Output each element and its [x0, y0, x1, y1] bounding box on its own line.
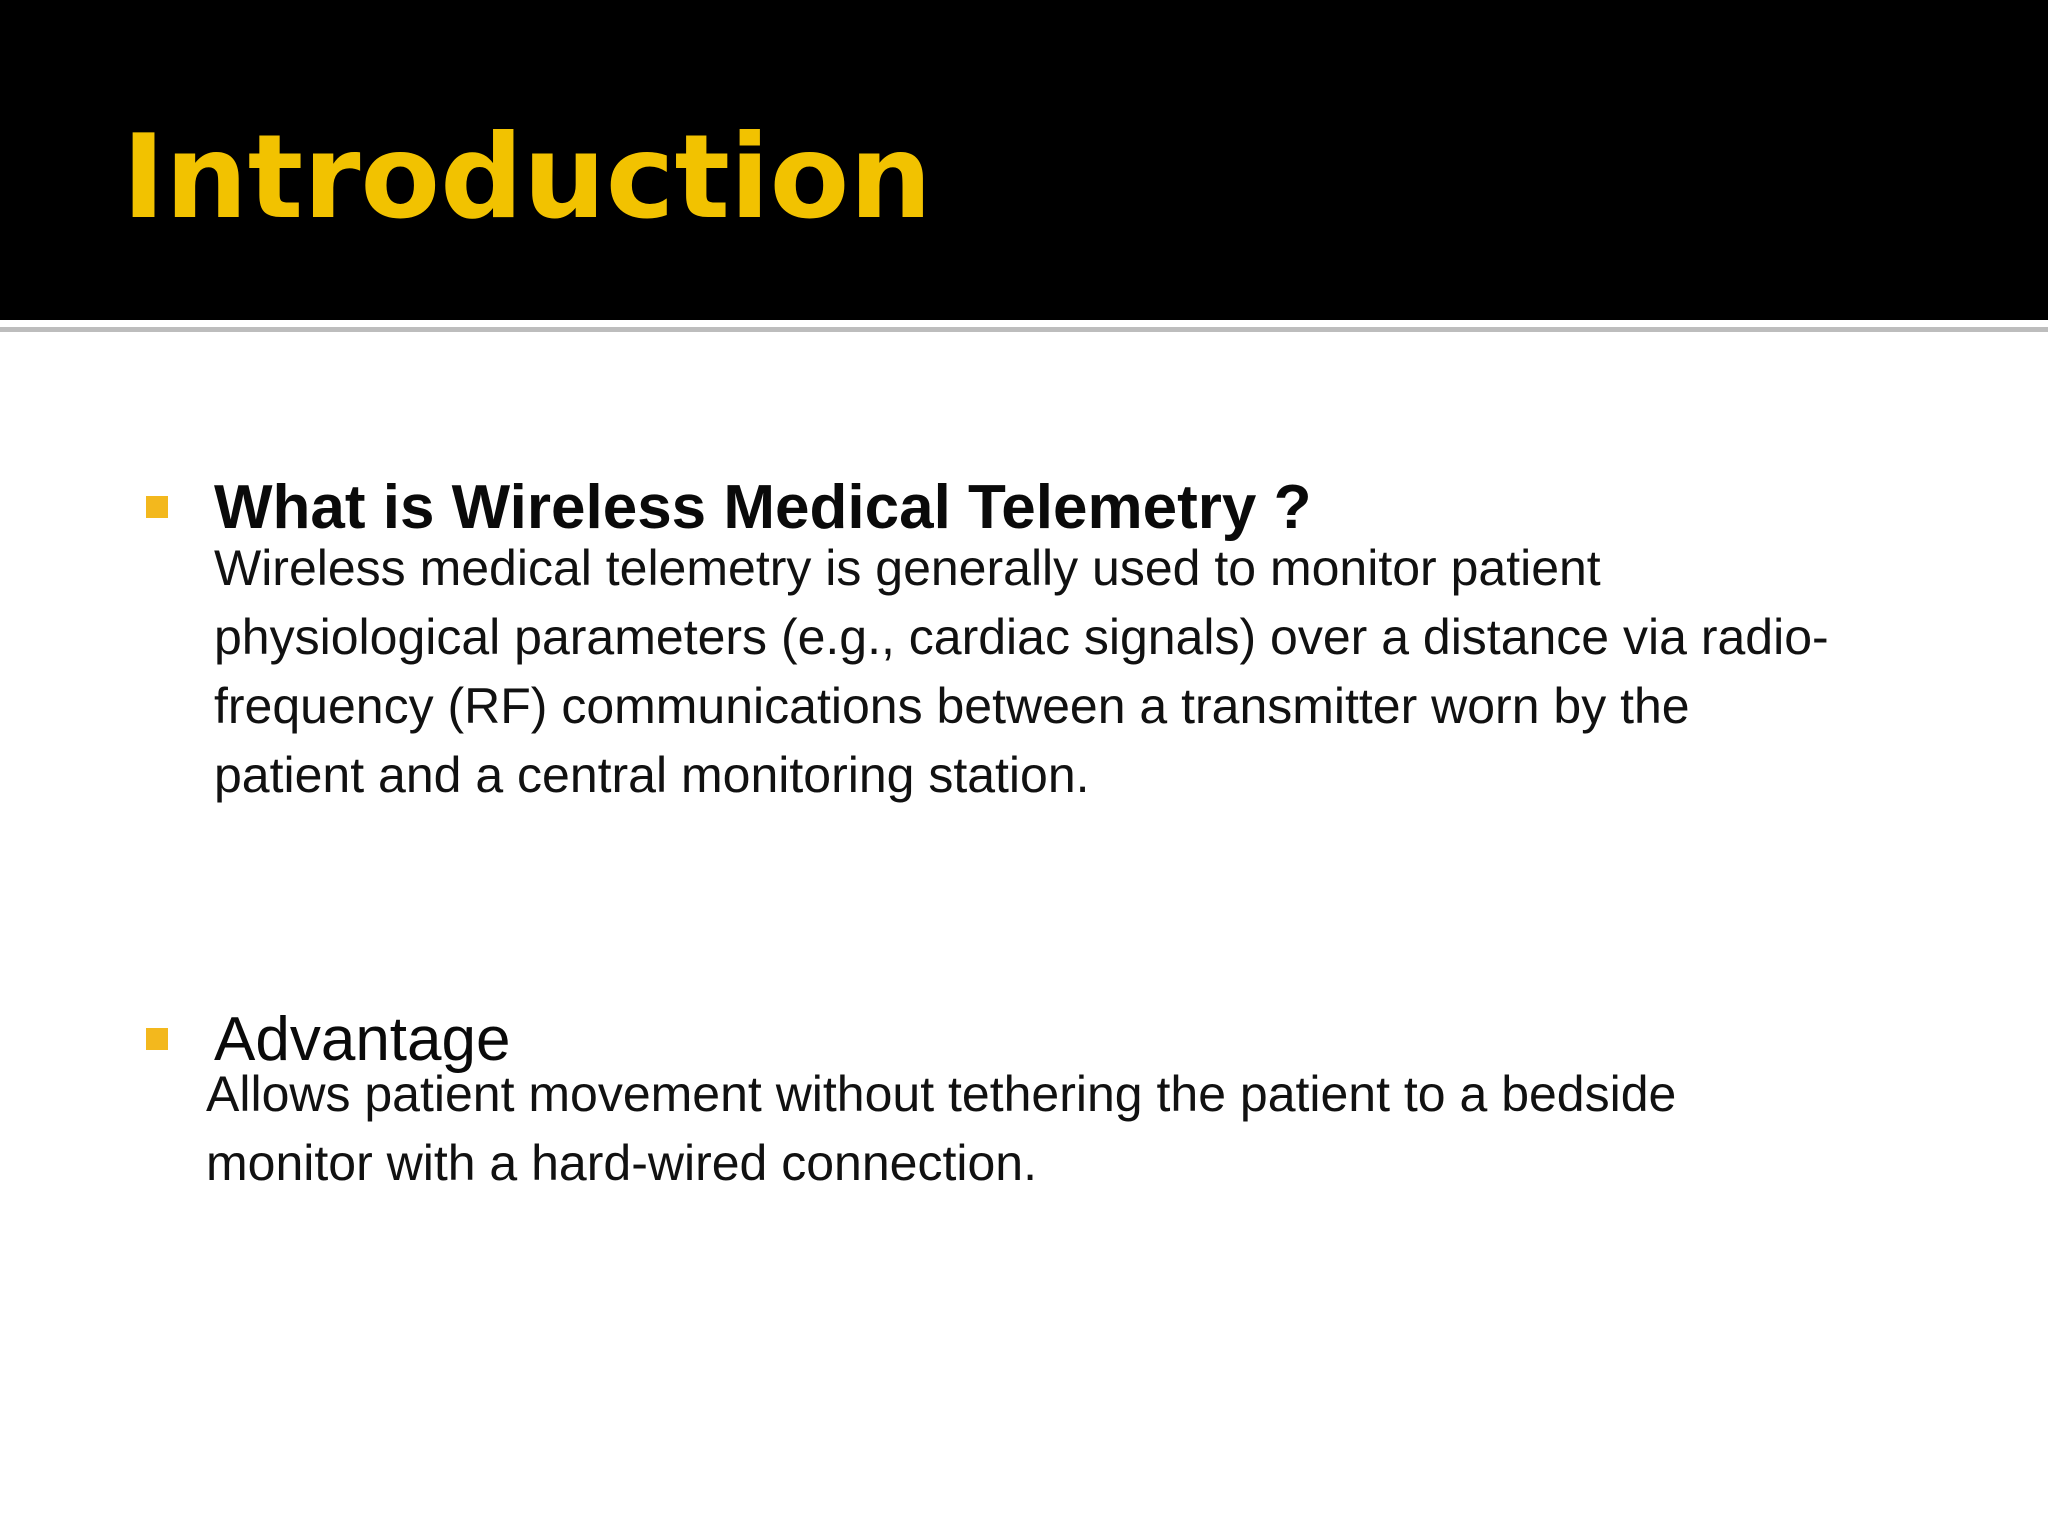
body-line: patient and a central monitoring station. [214, 747, 1090, 803]
body-line: physiological parameters (e.g., cardiac signals) over a distance via radio- [214, 609, 1829, 665]
title-separator-light [0, 320, 2048, 327]
bullet-title: What is Wireless Medical Telemetry ? [214, 473, 1312, 542]
bullet-body [214, 534, 1829, 810]
body-line: frequency (RF) communications between a transmitter worn by the [214, 678, 1690, 734]
title-separator-rule [0, 327, 2048, 332]
title-band [0, 0, 2048, 320]
bullet-marker-icon [146, 1028, 168, 1050]
bullet-title: Advantage [214, 1005, 511, 1074]
slide-title: Introduction [122, 110, 932, 245]
bullet-marker-icon [146, 496, 168, 518]
slide-content [0, 340, 2048, 1536]
body-line: monitor with a hard-wired connection. [206, 1135, 1037, 1191]
bullet-body [206, 1060, 1676, 1198]
body-line: Wireless medical telemetry is generally used to monitor patient [214, 540, 1601, 596]
body-line: Allows patient movement without tethering the patient to a bedside [206, 1066, 1677, 1122]
